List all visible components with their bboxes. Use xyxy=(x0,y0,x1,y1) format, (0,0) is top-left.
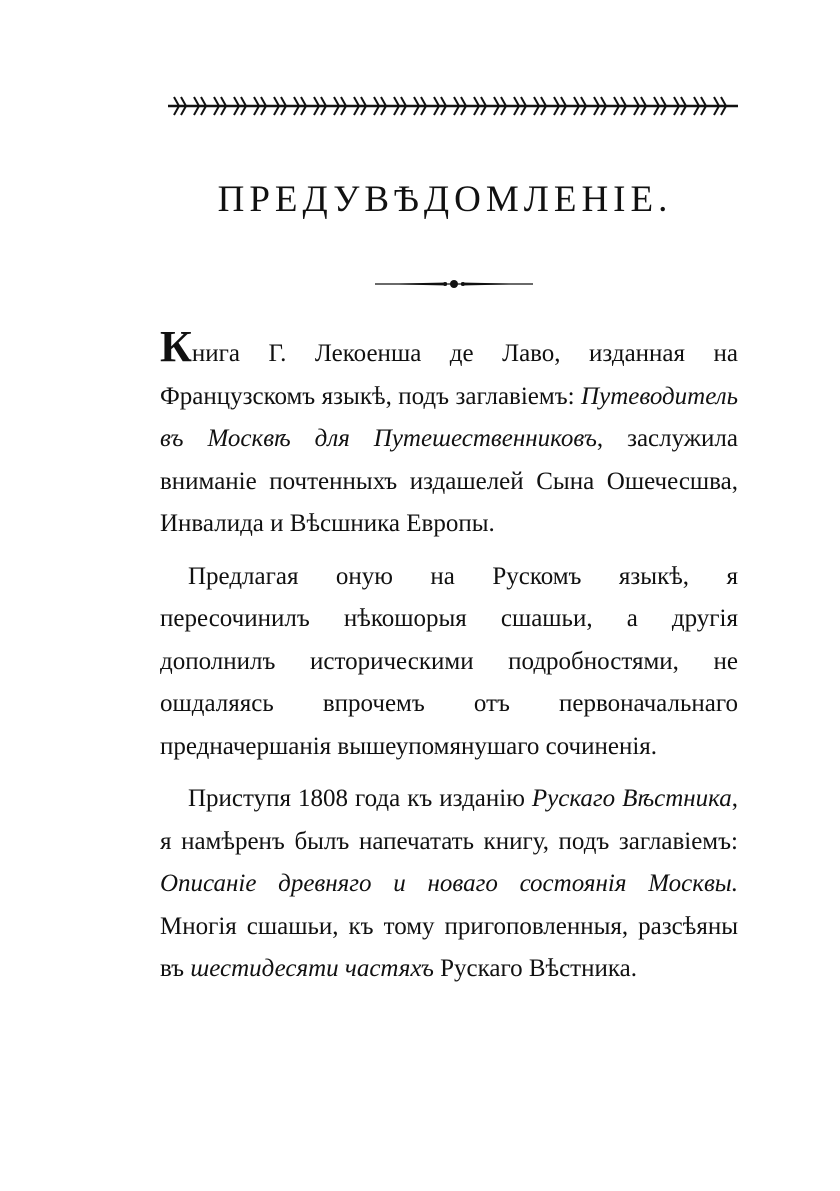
italic-book-title: Описаніе древняго и новаго состоянія Москвы. xyxy=(160,870,738,897)
page-title: ПРЕДУВѢДОМЛЕНІЕ. xyxy=(217,179,673,220)
text-segment: Приступя 1808 года къ изданію xyxy=(188,785,532,812)
paragraph-2 xyxy=(160,556,738,769)
ornamental-border xyxy=(168,92,738,120)
paragraph-1 xyxy=(160,322,739,546)
paragraph-3 xyxy=(160,778,738,991)
title-divider xyxy=(375,276,533,292)
preface-body xyxy=(160,322,739,991)
text-segment: нига Г. Лекоенша де Лаво, изданная на Французскомъ языкѣ, подъ заглавіемъ: xyxy=(160,340,738,410)
text-segment: Многія сшашьи, къ тому пригоповленныя, разсѣяны въ xyxy=(160,912,738,982)
italic-phrase: шестидесяти частяхъ xyxy=(190,955,434,982)
text-segment: , я намѣренъ былъ напечатать книгу, подъ заглавіемъ: xyxy=(160,785,738,855)
italic-book-title: Путеводитель въ Москвѣ для Путешественниковъ xyxy=(160,382,738,452)
text-segment: Предлагая оную на Рускомъ языкѣ, я пересочинилъ нѣкошорыя сшашьи, а другія дополнилъ историческими подробностями, не ошдаляясь впрочемъ отъ первоначальнаго предначершанія вышеупомянушаго сочиненія. xyxy=(160,562,738,760)
drop-cap: К xyxy=(160,322,192,371)
text-segment: , заслужила вниманіе почтенныхъ издашелей Сына Ошечесшва, Инвалида и Вѣсшника Европы. xyxy=(160,425,739,537)
italic-journal-title: Рускаго Вѣстника xyxy=(531,785,732,812)
text-segment: Рускаго Вѣстника. xyxy=(433,955,637,982)
